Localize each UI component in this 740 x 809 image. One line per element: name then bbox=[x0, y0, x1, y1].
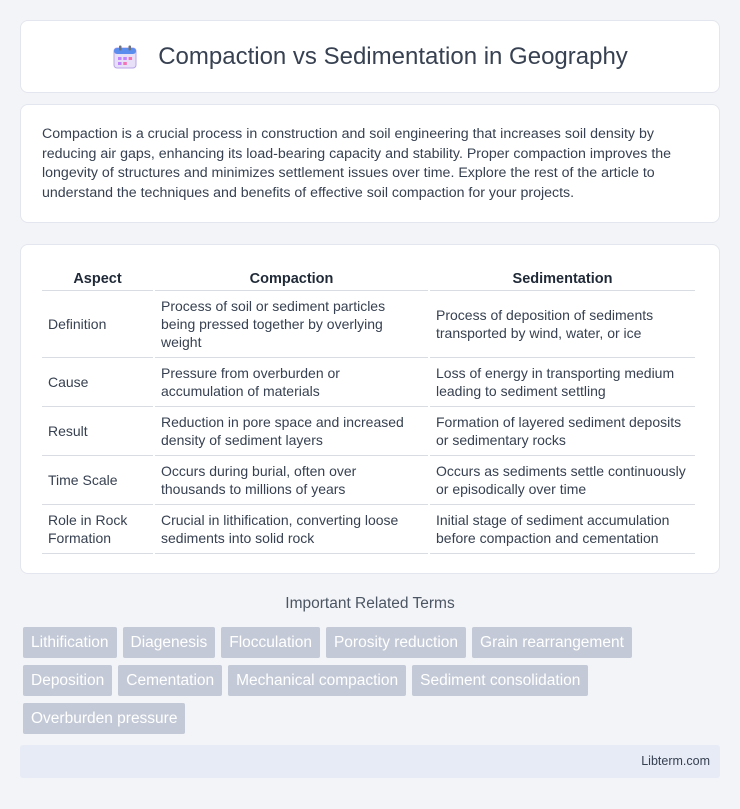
cell-sedimentation: Process of deposition of sediments transported by wind, water, or ice bbox=[430, 291, 695, 358]
intro-paragraph: Compaction is a crucial process in construction and soil engineering that increases soil density by reducing air gaps, enhancing its load-bearing capacity and stability. Proper compaction improves the longevity of structures and minimizes settlement issues over time. Explore the rest of the article to understand the techniques and benefits of effective soil compaction for your projects. bbox=[42, 126, 672, 201]
header-compaction: Compaction bbox=[155, 267, 428, 291]
related-term-tag[interactable]: Porosity reduction bbox=[326, 627, 466, 658]
cell-compaction: Process of soil or sediment particles being pressed together by overlying weight bbox=[155, 291, 428, 358]
cell-compaction: Reduction in pore space and increased density of sediment layers bbox=[155, 407, 428, 456]
intro-card bbox=[20, 104, 720, 223]
table-row bbox=[42, 407, 695, 456]
cell-compaction: Occurs during burial, often over thousands to millions of years bbox=[155, 456, 428, 505]
cell-sedimentation: Formation of layered sediment deposits or sedimentary rocks bbox=[430, 407, 695, 456]
footer bbox=[20, 745, 720, 778]
cell-aspect: Time Scale bbox=[42, 456, 153, 505]
cell-compaction: Pressure from overburden or accumulation of materials bbox=[155, 358, 428, 407]
related-term-tag[interactable]: Deposition bbox=[23, 665, 112, 696]
related-term-tag[interactable]: Diagenesis bbox=[123, 627, 216, 658]
cell-aspect: Cause bbox=[42, 358, 153, 407]
related-terms-title: Important Related Terms bbox=[285, 595, 455, 612]
cell-sedimentation: Occurs as sediments settle continuously or episodically over time bbox=[430, 456, 695, 505]
footer-site-link[interactable]: Libterm.com bbox=[641, 754, 710, 768]
cell-aspect: Role in Rock Formation bbox=[42, 505, 153, 554]
cell-sedimentation: Loss of energy in transporting medium leading to sediment settling bbox=[430, 358, 695, 407]
comparison-table bbox=[40, 267, 697, 554]
related-term-tag[interactable]: Sediment consolidation bbox=[412, 665, 588, 696]
related-term-tag[interactable]: Mechanical compaction bbox=[228, 665, 406, 696]
cell-aspect: Definition bbox=[42, 291, 153, 358]
cell-aspect: Result bbox=[42, 407, 153, 456]
related-term-tag[interactable]: Lithification bbox=[23, 627, 117, 658]
table-row bbox=[42, 505, 695, 554]
page-title: Compaction vs Sedimentation in Geography bbox=[158, 42, 628, 70]
header-aspect: Aspect bbox=[42, 267, 153, 291]
header-sedimentation: Sedimentation bbox=[430, 267, 695, 291]
calendar-icon bbox=[112, 44, 138, 70]
related-term-tag[interactable]: Flocculation bbox=[221, 627, 320, 658]
related-term-tag[interactable]: Cementation bbox=[118, 665, 222, 696]
cell-sedimentation: Initial stage of sediment accumulation before compaction and cementation bbox=[430, 505, 695, 554]
table-row bbox=[42, 291, 695, 358]
cell-compaction: Crucial in lithification, converting loose sediments into solid rock bbox=[155, 505, 428, 554]
table-row bbox=[42, 358, 695, 407]
header-card bbox=[20, 20, 720, 93]
comparison-table-card bbox=[20, 244, 720, 574]
related-terms-list bbox=[23, 627, 703, 734]
table-header-row bbox=[42, 267, 695, 291]
table-row bbox=[42, 456, 695, 505]
related-term-tag[interactable]: Overburden pressure bbox=[23, 703, 185, 734]
related-term-tag[interactable]: Grain rearrangement bbox=[472, 627, 632, 658]
